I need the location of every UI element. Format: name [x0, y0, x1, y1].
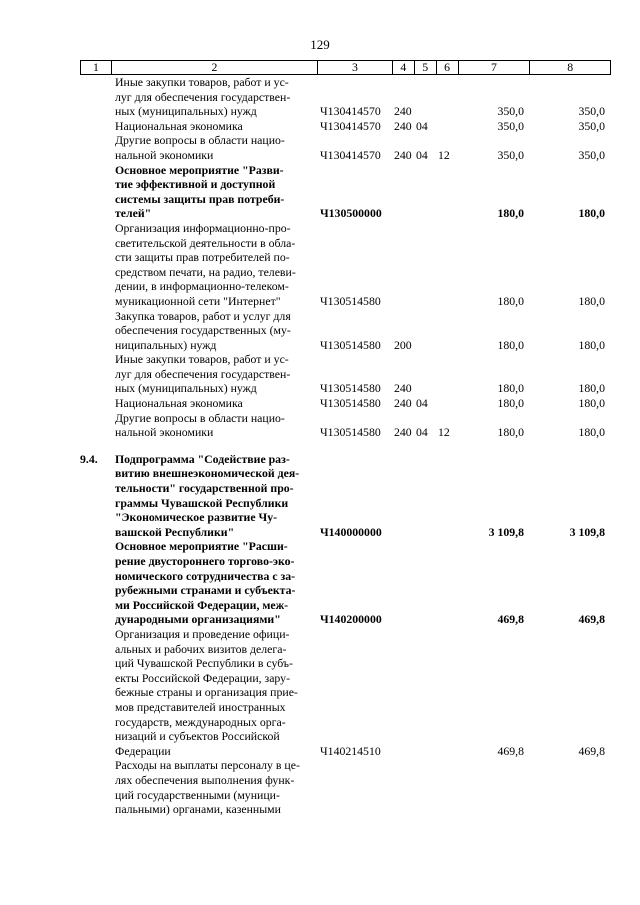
- column-header-3: 3: [317, 61, 392, 74]
- amount-col-8: 469,8: [578, 612, 605, 627]
- row-name-line: телей": [115, 206, 152, 221]
- expense-type-code: 240: [394, 104, 412, 119]
- amount-col-7: 350,0: [497, 104, 524, 119]
- column-header-8: 8: [529, 61, 610, 74]
- amount-col-8: 180,0: [578, 396, 605, 411]
- row-name-line: дении, в информационно-телеком-: [115, 279, 289, 294]
- row-name-line: Основное мероприятие "Разви-: [115, 162, 284, 177]
- target-article-code: Ч130514580: [320, 293, 381, 308]
- row-name-line: нальной экономики: [115, 147, 214, 162]
- table-row: [80, 163, 611, 221]
- row-name-line: Организация и проведение офици-: [115, 626, 290, 641]
- row-name-line: "Экономическое развитие Чу-: [115, 510, 278, 525]
- row-name: [110, 309, 317, 353]
- row-name: [110, 133, 317, 162]
- amount-col-8: 350,0: [578, 118, 605, 133]
- row-name-line: ных (муниципальных) нужд: [115, 104, 257, 119]
- table-header: [80, 60, 611, 75]
- amount-col-7: 180,0: [497, 293, 524, 308]
- section-code: 04: [416, 118, 428, 133]
- row-name: [110, 396, 317, 411]
- target-article-code: Ч130514580: [320, 381, 381, 396]
- page-number: 129: [310, 37, 330, 52]
- row-name-line: Национальная экономика: [115, 396, 243, 411]
- target-article-code: Ч130514580: [320, 337, 381, 352]
- row-name: [110, 163, 317, 221]
- row-name-line: рубежными странами и субъекта-: [115, 583, 296, 598]
- row-name: [110, 452, 317, 540]
- row-name-line: ми Российской Федерации, меж-: [115, 597, 289, 612]
- table-row: [80, 396, 611, 411]
- table-row: [80, 539, 611, 627]
- amount-col-7: 350,0: [497, 118, 524, 133]
- row-name-line: витию внешнеэкономической дея-: [115, 466, 300, 481]
- row-name-line: Другие вопросы в области нацио-: [115, 410, 285, 425]
- row-name-line: екты Российской Федерации, зару-: [115, 670, 291, 685]
- expense-type-code: 240: [394, 396, 412, 411]
- row-name-line: государств, международных орга-: [115, 714, 286, 729]
- row-name-line: Федерации: [115, 743, 171, 758]
- row-name: [110, 627, 317, 758]
- column-header-5: 5: [414, 61, 436, 74]
- section-code: 04: [416, 147, 428, 162]
- row-name-line: дународными организациями": [115, 612, 281, 627]
- row-name-line: пальными) органами, казенными: [115, 802, 281, 817]
- table-row: [80, 627, 611, 758]
- target-article-code: Ч130500000: [320, 206, 382, 221]
- row-name-line: Закупка товаров, работ и услуг для: [115, 308, 291, 323]
- row-name-line: лях обеспечения выполнения функ-: [115, 772, 295, 787]
- section-code: 04: [416, 396, 428, 411]
- row-name: [110, 119, 317, 134]
- row-spacer: [80, 440, 611, 452]
- row-name-line: ций Чувашской Республики в субъ-: [115, 656, 293, 671]
- amount-col-8: 469,8: [578, 743, 605, 758]
- amount-col-8: 3 109,8: [569, 524, 605, 539]
- table-body: [80, 75, 611, 817]
- row-name-line: Иные закупки товаров, работ и ус-: [115, 75, 289, 89]
- amount-col-8: 350,0: [578, 104, 605, 119]
- row-name-line: сти защиты прав потребителей по-: [115, 250, 290, 265]
- amount-col-8: 350,0: [578, 147, 605, 162]
- amount-col-8: 180,0: [578, 425, 605, 440]
- row-name-line: рение двустороннего торгово-эко-: [115, 554, 295, 568]
- row-name-line: граммы Чувашской Республики: [115, 495, 289, 510]
- row-name-line: бежные страны и организация прие-: [115, 685, 298, 700]
- row-name-line: альных и рабочих визитов делега-: [115, 641, 287, 656]
- target-article-code: Ч130414570: [320, 147, 381, 162]
- row-name-line: номического сотрудничества с за-: [115, 568, 296, 583]
- subsection-code: 12: [438, 425, 450, 440]
- column-header-1: 1: [92, 60, 99, 74]
- amount-col-7: 3 109,8: [488, 524, 524, 539]
- amount-col-7: 180,0: [497, 381, 524, 396]
- amount-col-7: 180,0: [497, 425, 524, 440]
- row-number: 9.4.: [80, 451, 98, 466]
- row-name-line: Иные закупки товаров, работ и ус-: [115, 352, 289, 367]
- row-name: [110, 411, 317, 440]
- target-article-code: Ч130514580: [320, 396, 381, 411]
- row-name-line: вашской Республики": [115, 524, 235, 539]
- row-name-line: Расходы на выплаты персоналу в це-: [115, 758, 300, 773]
- row-name-line: системы защиты прав потреби-: [115, 191, 285, 206]
- target-article-code: Ч130514580: [320, 425, 381, 440]
- row-name-line: светительской деятельности в обла-: [115, 235, 296, 250]
- row-name-line: тие эффективной и доступной: [115, 177, 276, 192]
- table-row: [80, 75, 611, 119]
- target-article-code: Ч130414570: [320, 104, 381, 119]
- amount-col-8: 180,0: [578, 381, 605, 396]
- expense-type-code: 200: [394, 337, 412, 352]
- table-row: [80, 309, 611, 353]
- row-name-line: нальной экономики: [115, 425, 214, 440]
- amount-col-7: 469,8: [497, 612, 524, 627]
- row-name-line: низаций и субъектов Российской: [115, 729, 280, 744]
- row-name-line: средством печати, на радио, телеви-: [115, 264, 296, 279]
- row-name-line: луг для обеспечения государствен-: [115, 366, 291, 381]
- row-name: [110, 352, 317, 396]
- amount-col-7: 180,0: [497, 206, 524, 221]
- row-name-line: Другие вопросы в области нацио-: [115, 133, 285, 148]
- expense-type-code: 240: [394, 147, 412, 162]
- target-article-code: Ч140000000: [320, 524, 382, 539]
- section-code: 04: [416, 425, 428, 440]
- subsection-code: 12: [438, 147, 450, 162]
- row-name-line: Основное мероприятие "Расши-: [115, 539, 288, 554]
- table-row: [80, 758, 611, 816]
- row-name-line: обеспечения государственных (му-: [115, 323, 291, 338]
- row-name-line: Национальная экономика: [115, 118, 243, 133]
- column-header-2: 2: [111, 61, 317, 74]
- amount-col-8: 180,0: [578, 293, 605, 308]
- expense-type-code: 240: [394, 381, 412, 396]
- row-name-line: ных (муниципальных) нужд: [115, 381, 257, 396]
- expense-type-code: 240: [394, 425, 412, 440]
- row-name: [110, 758, 317, 816]
- row-name-line: тельности" государственной про-: [115, 481, 294, 496]
- table-row: [80, 221, 611, 309]
- row-name-line: мов представителей иностранных: [115, 699, 286, 714]
- amount-col-7: 469,8: [497, 743, 524, 758]
- table-row: [80, 411, 611, 440]
- row-name-line: Подпрограмма "Содействие раз-: [115, 451, 290, 466]
- amount-col-7: 180,0: [497, 337, 524, 352]
- table-row: [80, 133, 611, 162]
- row-name: [110, 75, 317, 119]
- expense-type-code: 240: [394, 118, 412, 133]
- row-name-line: муникационной сети "Интернет": [115, 293, 281, 308]
- row-name-line: Организация информационно-про-: [115, 220, 291, 235]
- budget-table: [80, 60, 611, 817]
- table-row: [80, 452, 611, 540]
- amount-col-7: 180,0: [497, 396, 524, 411]
- row-name-line: ниципальных) нужд: [115, 337, 217, 352]
- table-row: [80, 119, 611, 134]
- target-article-code: Ч140214510: [320, 743, 381, 758]
- row-name-line: ций государственными (муници-: [115, 787, 280, 802]
- amount-col-8: 180,0: [578, 206, 605, 221]
- column-header-4: 4: [392, 61, 414, 74]
- amount-col-7: 350,0: [497, 147, 524, 162]
- amount-col-8: 180,0: [578, 337, 605, 352]
- table-row: [80, 352, 611, 396]
- column-header-7: 7: [458, 61, 530, 74]
- row-name: [110, 221, 317, 309]
- row-name: [110, 539, 317, 627]
- target-article-code: Ч140200000: [320, 612, 382, 627]
- row-name-line: луг для обеспечения государствен-: [115, 89, 291, 104]
- target-article-code: Ч130414570: [320, 118, 381, 133]
- column-header-6: 6: [436, 61, 458, 74]
